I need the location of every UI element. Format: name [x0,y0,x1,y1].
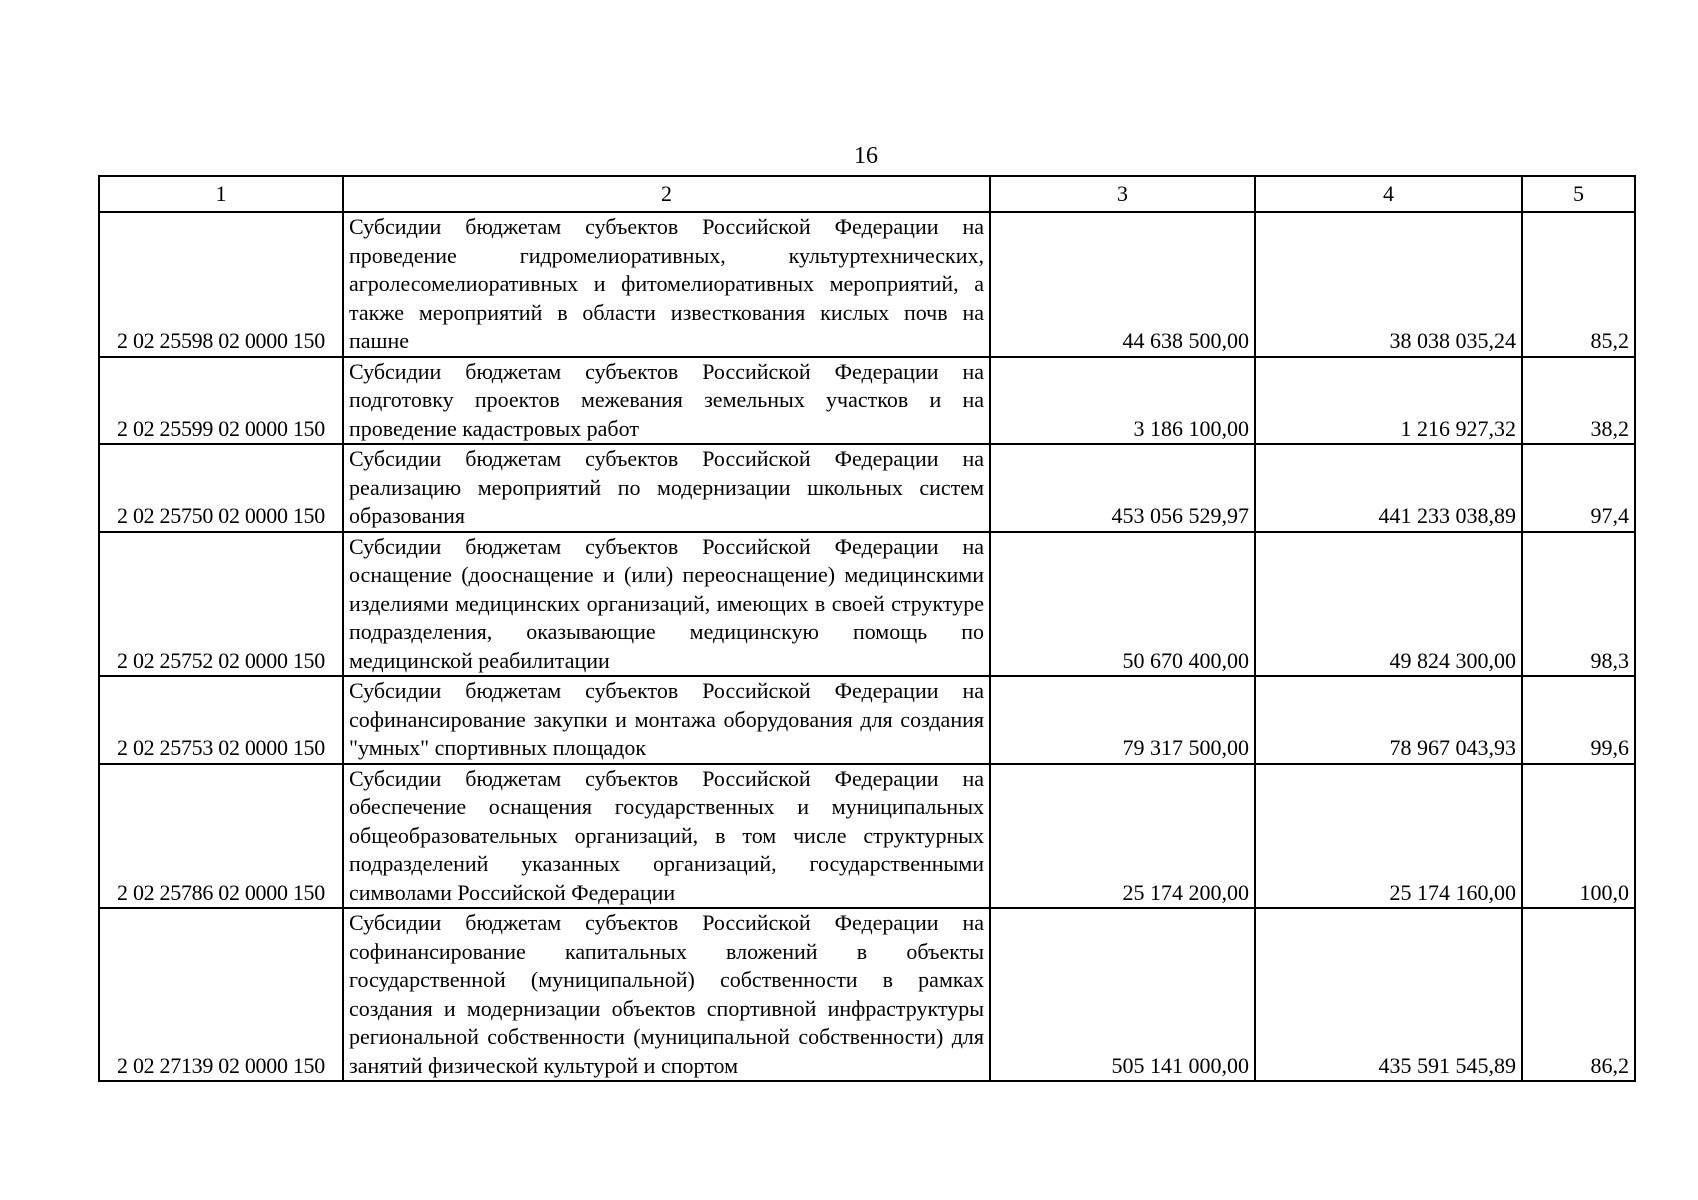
description: Субсидии бюджетам субъектов Российской Федерации на обеспечение оснащения государственных и муниципальных общеобразовательных организаций, в том числе структурных подразделений указанных организаций, государственными символами Российской Федерации [343,764,990,909]
column-header-4: 4 [1255,176,1522,212]
column-header-3: 3 [990,176,1255,212]
planned-amount: 79 317 500,00 [990,676,1255,764]
planned-amount: 44 638 500,00 [990,212,1255,357]
description: Субсидии бюджетам субъектов Российской Федерации на подготовку проектов межевания земельных участков и на проведение кадастровых работ [343,357,990,445]
budget-code: 2 02 25786 02 0000 150 [99,764,343,909]
execution-percent: 38,2 [1522,357,1635,445]
execution-percent: 85,2 [1522,212,1635,357]
column-header-1: 1 [99,176,343,212]
table-row [99,357,1635,445]
planned-amount: 453 056 529,97 [990,444,1255,532]
planned-amount: 50 670 400,00 [990,532,1255,677]
execution-percent: 99,6 [1522,676,1635,764]
description: Субсидии бюджетам субъектов Российской Федерации на реализацию мероприятий по модернизации школьных систем образования [343,444,990,532]
table-header [99,176,1635,212]
execution-percent: 97,4 [1522,444,1635,532]
executed-amount: 78 967 043,93 [1255,676,1522,764]
executed-amount: 441 233 038,89 [1255,444,1522,532]
planned-amount: 3 186 100,00 [990,357,1255,445]
budget-code: 2 02 25598 02 0000 150 [99,212,343,357]
budget-code: 2 02 25752 02 0000 150 [99,532,343,677]
budget-code: 2 02 25599 02 0000 150 [99,357,343,445]
executed-amount: 25 174 160,00 [1255,764,1522,909]
execution-percent: 98,3 [1522,532,1635,677]
description: Субсидии бюджетам субъектов Российской Федерации на софинансирование закупки и монтажа оборудования для создания "умных" спортивных площадок [343,676,990,764]
planned-amount: 505 141 000,00 [990,908,1255,1081]
table-body [99,212,1635,1081]
description: Субсидии бюджетам субъектов Российской Федерации на оснащение (дооснащение и (или) переоснащение) медицинскими изделиями медицинских организаций, имеющих в своей структуре подразделения, оказывающие медицинскую помощь по медицинской реабилитации [343,532,990,677]
column-header-5: 5 [1522,176,1635,212]
budget-code: 2 02 25753 02 0000 150 [99,676,343,764]
page-number: 16 [854,143,878,169]
budget-code: 2 02 25750 02 0000 150 [99,444,343,532]
executed-amount: 38 038 035,24 [1255,212,1522,357]
executed-amount: 435 591 545,89 [1255,908,1522,1081]
table-row [99,764,1635,909]
description: Субсидии бюджетам субъектов Российской Федерации на проведение гидромелиоративных, культуртехнических, агролесомелиоративных и фитомелиоративных мероприятий, а также мероприятий в области известкования кислых почв на пашне [343,212,990,357]
column-header-2: 2 [343,176,990,212]
planned-amount: 25 174 200,00 [990,764,1255,909]
table-row [99,532,1635,677]
table-row [99,444,1635,532]
table-row [99,676,1635,764]
header-row [99,176,1635,212]
executed-amount: 1 216 927,32 [1255,357,1522,445]
table-row [99,212,1635,357]
table-row [99,908,1635,1081]
description: Субсидии бюджетам субъектов Российской Федерации на софинансирование капитальных вложений в объекты государственной (муниципальной) собственности в рамках создания и модернизации объектов спортивной инфраструктуры региональной собственности (муниципальной собственности) для занятий физической культурой и спортом [343,908,990,1081]
budget-code: 2 02 27139 02 0000 150 [99,908,343,1081]
budget-table [98,175,1636,1082]
executed-amount: 49 824 300,00 [1255,532,1522,677]
execution-percent: 100,0 [1522,764,1635,909]
execution-percent: 86,2 [1522,908,1635,1081]
